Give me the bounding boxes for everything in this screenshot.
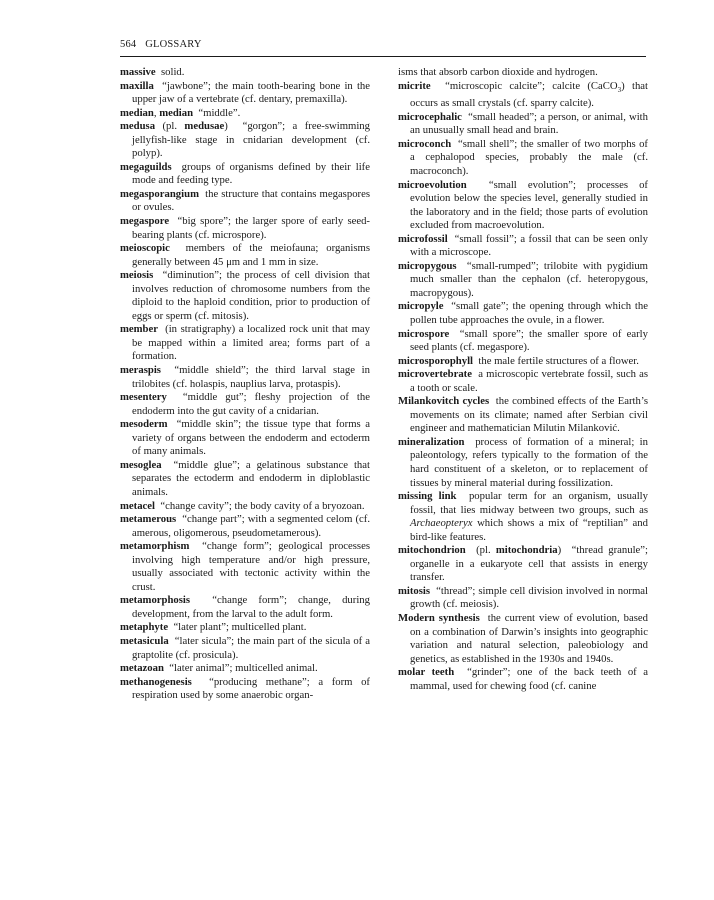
glossary-entry: microfossil “small fossil”; a fossil that can be seen only with a microscope.: [398, 232, 648, 259]
page-number: 564: [120, 39, 137, 50]
glossary-entry: micropygous “small-rumped”; trilobite with pygidium much smaller than the cephalon (cf. heteropygous, macropygous).: [398, 259, 648, 299]
glossary-entry: medusa (pl. medusae) “gorgon”; a free-swimming jellyfish-like stage in cnidarian development (cf. polyp).: [120, 120, 370, 160]
glossary-entry: megaspore “big spore”; the larger spore of early seed-bearing plants (cf. microspore).: [120, 215, 370, 241]
glossary-entry: mitochondrion (pl. mitochondria) “thread granule”; organelle in a eukaryote cell that assists in energy transfer.: [398, 544, 648, 584]
glossary-entry: metamorphism “change form”; geological processes involving high temperature and/or high pressure, usually associated with tectonic activity within the crust.: [120, 540, 370, 593]
glossary-entry: meiosis “diminution”; the process of cell division that involves reduction of chromosome numbers from the diploid to the haploid condition, prior to production of eggs or sperm (cf. mitosis).: [120, 269, 370, 322]
glossary-entry: Milankovitch cycles the combined effects of the Earth’s movements on its climate; named after Serbian civil engineer and mathematician Milutin Milanković.: [398, 395, 648, 435]
glossary-entry: meioscopic members of the meiofauna; organisms generally between 45 μm and 1 mm in size.: [120, 242, 370, 268]
glossary-entry: mesoglea “middle glue”; a gelatinous substance that separates the ectoderm and endoderm in diploblastic animals.: [120, 458, 370, 498]
glossary-entry: metamerous “change part”; with a segmented celom (cf. amerous, oligomerous, pseudometamerous).: [120, 513, 370, 539]
glossary-entry: metasicula “later sicula”; the main part of the sicula of a graptolite (cf. prosicula).: [120, 634, 370, 661]
glossary-entry: median, median “middle”.: [120, 106, 241, 119]
glossary-entry: molar teeth “grinder”; one of the back teeth of a mammal, used for chewing food (cf. canine: [398, 666, 648, 692]
glossary-entry: microspore “small spore”; the smaller spore of early seed plants (cf. megaspore).: [398, 327, 648, 354]
glossary-entry: micrite “microscopic calcite”; calcite (CaCO$_3$) that occurs as small crystals (cf. sparry calcite).: [398, 79, 648, 110]
glossary-entry: member (in stratigraphy) a localized rock unit that may be mapped within a limited area; forms part of a formation.: [120, 323, 370, 363]
glossary-entry: mitosis “thread”; simple cell division involved in normal growth (cf. meiosis).: [398, 584, 648, 611]
glossary-entry-continued: isms that absorb carbon dioxide and hydrogen.: [398, 66, 598, 78]
glossary-entry: micropyle “small gate”; the opening through which the pollen tube approaches the ovule, in a flower.: [398, 300, 648, 326]
glossary-entry: massive solid.: [120, 66, 185, 78]
glossary-entry: methanogenesis “producing methane”; a form of respiration used by some anaerobic organ-: [120, 675, 370, 702]
glossary-entry: meraspis “middle shield”; the third larval stage in trilobites (cf. holaspis, nauplius larva, protaspis).: [120, 364, 370, 390]
glossary-entry: megaguilds groups of organisms defined by their life mode and feeding type.: [120, 160, 370, 187]
glossary-entry: megasporangium the structure that contains megaspores or ovules.: [120, 187, 370, 214]
running-header: [120, 39, 646, 50]
glossary-entry: microcephalic “small headed”; a person, or animal, with an unusually small head and brain.: [398, 110, 648, 137]
glossary-entry: microvertebrate a microscopic vertebrate fossil, such as a tooth or scale.: [398, 368, 648, 394]
header-rule: [120, 56, 646, 57]
glossary-entry: metamorphosis “change form”; change, during development, from the larval to the adult form.: [120, 594, 370, 620]
glossary-entry: maxilla “jawbone”; the main tooth-bearing bone in the upper jaw of a vertebrate (cf. dentary, premaxilla).: [120, 79, 370, 106]
glossary-entry: metacel “change cavity”; the body cavity of a bryozoan.: [120, 499, 365, 512]
right-column: [398, 66, 648, 693]
glossary-entry: metaphyte “later plant”; multicelled plant.: [120, 621, 307, 634]
glossary-entry: missing link popular term for an organism, usually fossil, that lies midway between two groups, such as Archaeopteryx which shows a mix of “reptilian” and bird-like features.: [398, 490, 648, 543]
glossary-entry: mineralization process of formation of a mineral; in paleontology, refers typically to the formation of the hard constituent of a skeleton, or to replacement of tissues by mineral material during fossilization.: [398, 435, 648, 489]
glossary-entry: microsporophyll the male fertile structures of a flower.: [398, 354, 639, 367]
glossary-entry: microevolution “small evolution”; processes of evolution below the species level, generally studied in the laboratory and in the field; those parts of evolution excluded from macroevolution.: [398, 178, 648, 232]
section-title: GLOSSARY: [145, 39, 202, 50]
left-column: [120, 66, 370, 703]
glossary-entry: microconch “small shell”; the smaller of two morphs of a cephalopod species, probably the male (cf. macroconch).: [398, 137, 648, 177]
glossary-entry: mesentery “middle gut”; fleshy projection of the endoderm into the gut cavity of a cnidarian.: [120, 391, 370, 417]
glossary-entry: Modern synthesis the current view of evolution, based on a combination of Darwin’s insights into geographic variation and natural selection, paleobiology and genetics, as established in the 1930s and 1940s.: [398, 612, 648, 665]
glossary-entry: mesoderm “middle skin”; the tissue type that forms a variety of organs between the endoderm and ectoderm of many animals.: [120, 418, 370, 458]
glossary-entry: metazoan “later animal”; multicelled animal.: [120, 662, 318, 675]
